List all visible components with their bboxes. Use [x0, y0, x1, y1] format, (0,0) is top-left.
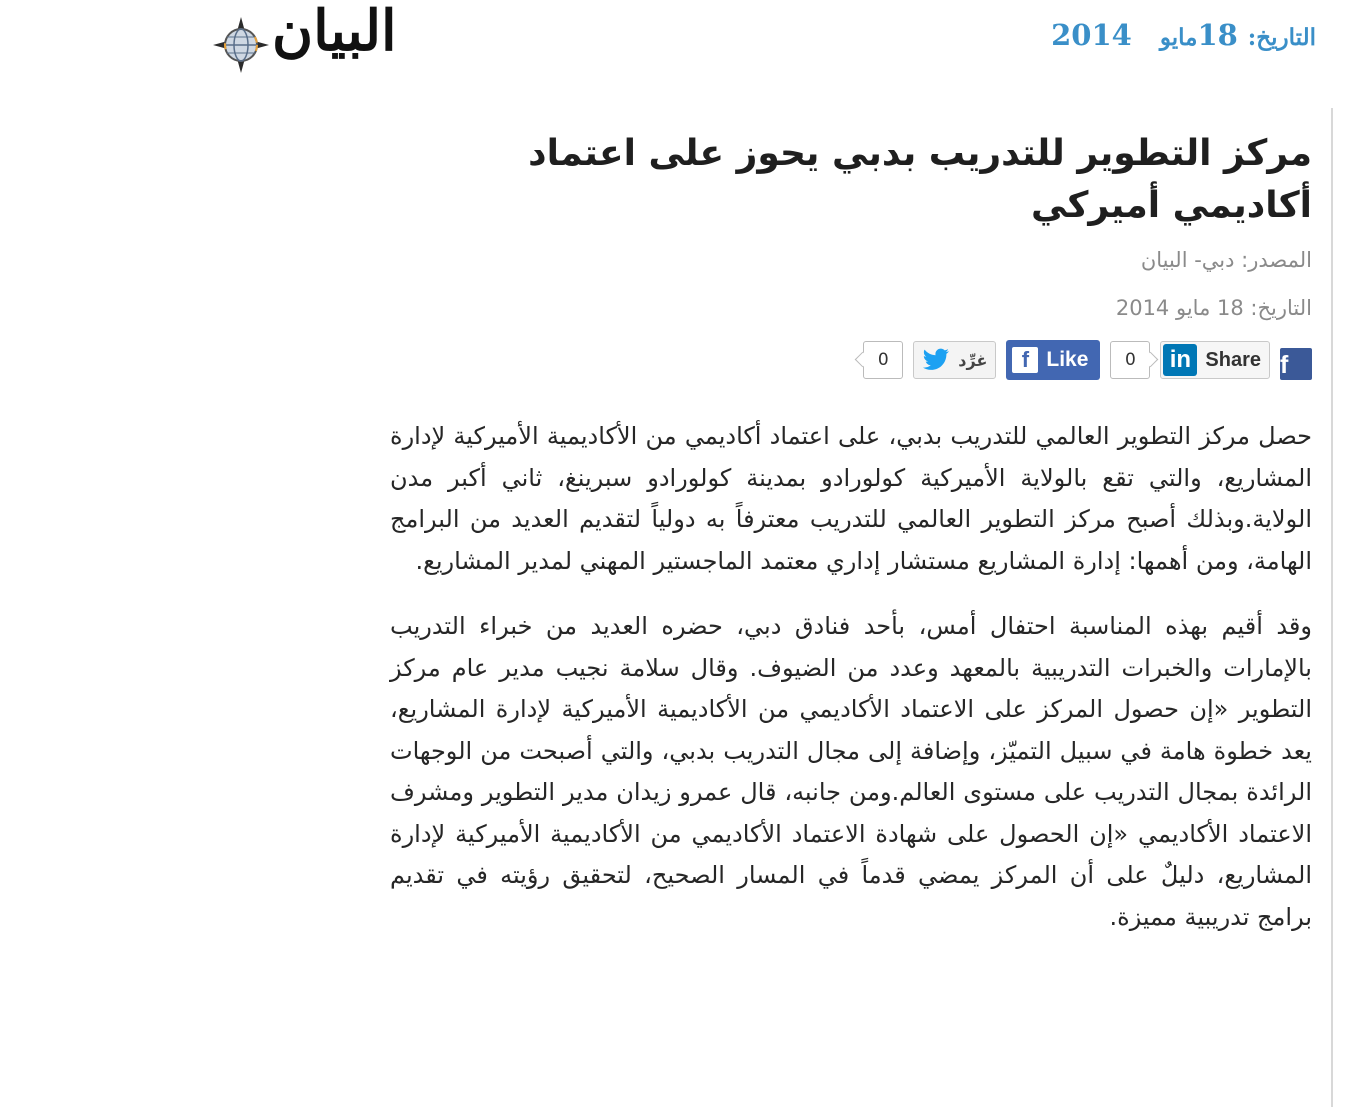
social-share-bar	[390, 340, 1312, 380]
article-paragraph: حصل مركز التطوير العالمي للتدريب بدبي، على اعتماد أكاديمي من الأكاديمية الأميركية لإدارة المشاريع، والتي تقع بالولاية الأميركية كولورادو بمدينة كولورادو سبرينغ، ثاني أكبر مدن الولاية.وبذلك أصبح مركز التطوير العالمي للتدريب معترفاً به دولياً لتقديم العديد من البرامج الهامة، ومن أهمها: إدارة المشاريع مستشار إداري معتمد الماجستير المهني لمدير المشاريع.	[390, 422, 1312, 575]
article-paragraph: وقد أقيم بهذه المناسبة احتفال أمس، بأحد فنادق دبي، حضره العديد من خبراء التدريب بالإمارات والخبرات التدريبية بالمعهد وعدد من الضيوف. وقال سلامة نجيب مدير عام مركز التطوير «إن حصول المركز على الاعتماد الأكاديمي من الأكاديمية الأميركية لإدارة المشاريع، يعد خطوة هامة في سبيل التميّز، وإضافة إلى مجال التدريب بدبي، والتي أصبحت من الوجهات الرائدة بمجال التدريب على مستوى العالم.ومن جانبه، قال عمرو زيدان مدير التطوير ومشرف الاعتماد الأكاديمي «إن الحصول على شهادة الاعتماد الأكاديمي من الأكاديمية الأميركية لإدارة المشاريع، دليلٌ على أن المركز يمضي قدماً في المسار الصحيح، لتحقيق رؤيته في تقديم برامج تدريبية مميزة.	[390, 612, 1312, 931]
twitter-bird-icon	[922, 348, 950, 372]
linkedin-share-label: Share	[1205, 348, 1261, 371]
article	[390, 128, 1312, 962]
article-date: التاريخ: 18 مايو 2014	[1115, 296, 1312, 320]
facebook-like-icon: f	[1012, 347, 1038, 373]
facebook-like-button[interactable]	[1006, 340, 1100, 380]
facebook-icon[interactable]: f	[1280, 348, 1312, 380]
article-title: مركز التطوير للتدريب بدبي يحوز على اعتماد أكاديمي أميركي	[528, 133, 1312, 226]
article-source: المصدر: دبي- البيان	[1140, 248, 1312, 272]
facebook-like-label: Like	[1046, 348, 1089, 371]
header-date	[1051, 18, 1316, 52]
tweet-button[interactable]	[913, 341, 996, 379]
tweet-label: غرِّد	[958, 350, 988, 370]
article-body	[390, 416, 1312, 938]
logo-text: البيان	[272, 0, 397, 64]
albayan-logo[interactable]	[210, 0, 450, 78]
date-year: 2014	[1051, 18, 1132, 52]
linkedin-share-count: 0	[1110, 341, 1150, 379]
date-label: التاريخ:	[1247, 24, 1316, 51]
globe-icon	[212, 16, 270, 74]
column-divider	[1331, 108, 1333, 1107]
linkedin-icon: in	[1163, 344, 1197, 376]
tweet-count: 0	[863, 341, 903, 379]
date-day: 18	[1197, 18, 1238, 52]
linkedin-share-button[interactable]	[1160, 341, 1270, 379]
date-month: مايو	[1159, 24, 1198, 51]
